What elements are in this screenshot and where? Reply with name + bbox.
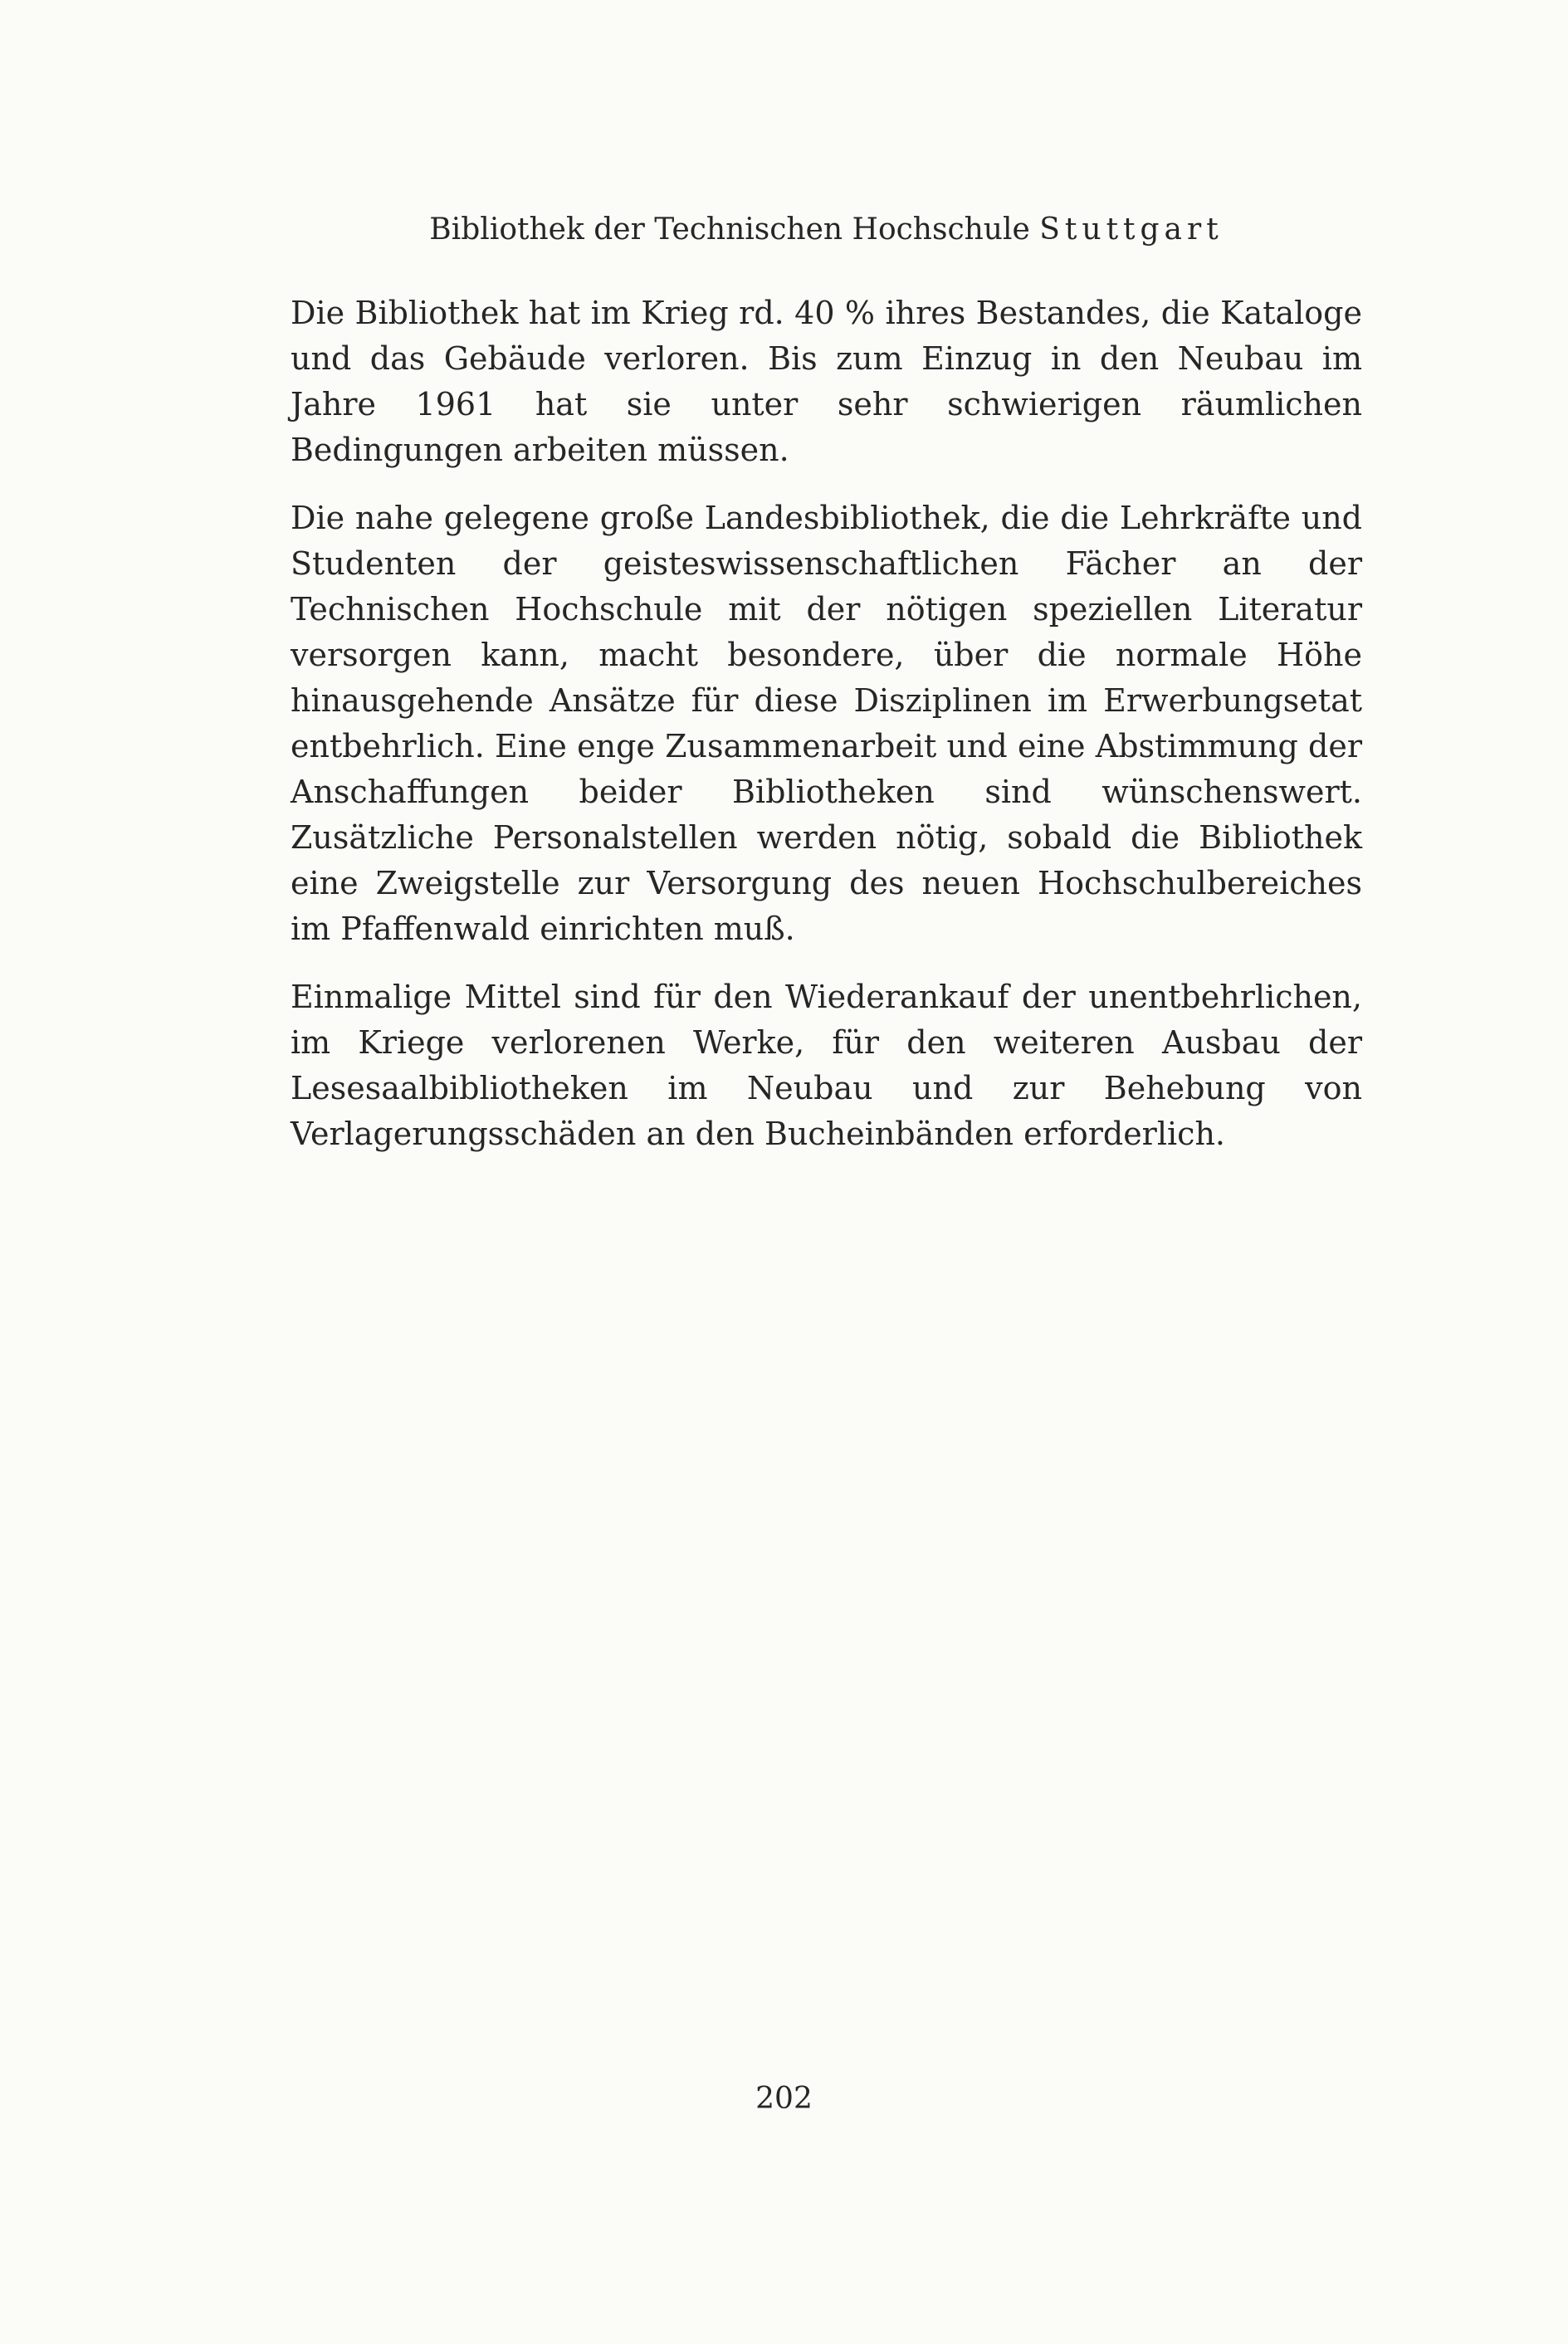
section-heading xyxy=(291,209,1362,251)
heading-institution: Bibliothek der Technischen Hochschule xyxy=(429,212,1030,247)
paragraph-one-time-funds: Einmalige Mittel sind für den Wiederankauf der unentbehrlichen, im Kriege verlorenen Werke, für den weiteren Ausbau der Lesesaalbibliotheken im Neubau und zur Behebung von Verlagerungsschäden an den Bucheinbänden erforderlich. xyxy=(291,979,1362,1152)
paragraph-landesbibliothek: Die nahe gelegene große Landesbibliothek, die die Lehrkräfte und Studenten der geisteswissenschaftlichen Fächer an der Technischen Hochschule mit der nötigen speziellen Literatur versorgen kann, macht besondere, über die normale Höhe hinausgehende Ansätze für diese Disziplinen im Erwerbungsetat entbehrlich. Eine enge Zusammenarbeit und eine Abstimmung der Anschaffungen beider Bibliotheken sind wünschenswert. Zusätzliche Personalstellen werden nötig, sobald die Bibliothek eine Zweigstelle zur Versorgung des neuen Hochschulbereiches im Pfaffenwald einrichten muß. xyxy=(291,500,1362,947)
page-number: 202 xyxy=(755,2082,813,2116)
heading-city: Stuttgart xyxy=(1039,212,1224,247)
body-text xyxy=(291,291,1362,1179)
paragraph-losses: Die Bibliothek hat im Krieg rd. 40 % ihres Bestandes, die Kataloge und das Gebäude verloren. Bis zum Einzug in den Neubau im Jahre 1961 hat sie unter sehr schwierigen räumlichen Bedingungen arbeiten müssen. xyxy=(291,295,1362,468)
